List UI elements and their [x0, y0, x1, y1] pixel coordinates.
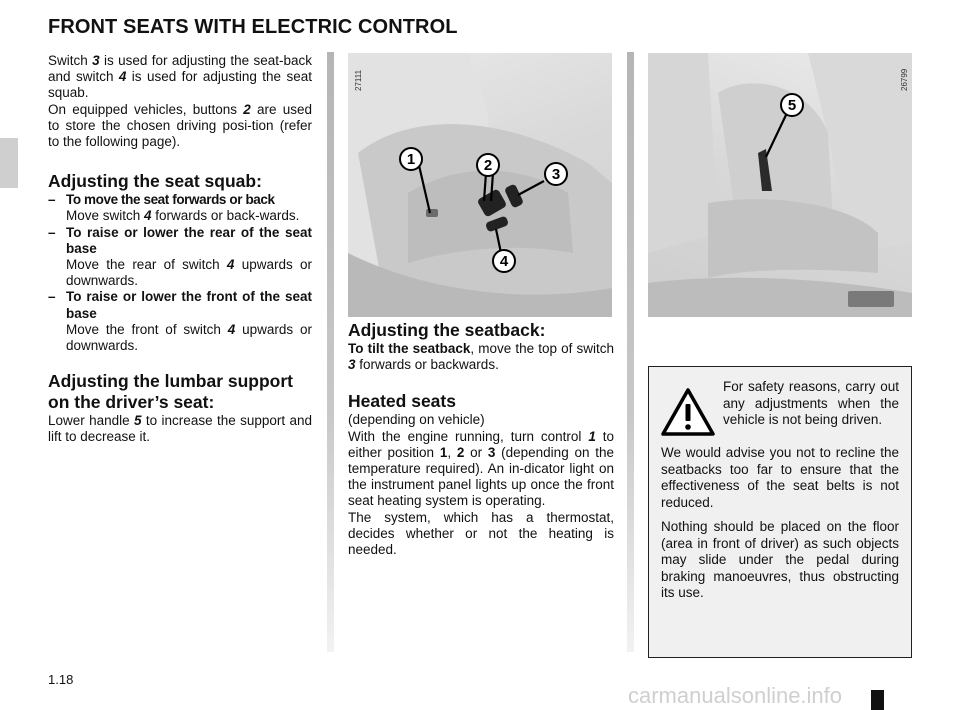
heated-seats-condition: (depending on vehicle)	[348, 412, 485, 428]
list-item: – To raise or lower the front of the seat base Move the front of switch 4 upwards or downwards.	[48, 289, 312, 354]
warning-lead-text: For safety reasons, carry out any adjustments when the vehicle is not being driven.	[723, 379, 899, 427]
svg-text:1: 1	[406, 151, 416, 168]
chapter-tab	[0, 138, 18, 188]
left-column	[48, 53, 312, 446]
warning-triangle-icon	[661, 387, 715, 437]
lumbar-handle-illustration	[648, 53, 912, 317]
seat-controls-photo	[348, 53, 612, 317]
list-item: – To raise or lower the rear of the seat base Move the rear of switch 4 upwards or downwards.	[48, 224, 312, 289]
column-divider	[327, 52, 334, 652]
svg-text:2: 2	[483, 157, 493, 174]
svg-text:5: 5	[787, 97, 797, 114]
page-number: 1.18	[48, 672, 74, 687]
photo-reference: 27111	[354, 69, 363, 91]
lumbar-handle-photo	[648, 53, 912, 317]
heated-seats-paragraph: With the engine running, turn control 1 to either position 1, 2 or 3 (depending on the temperature required). An in-dicator light on the instrument panel lights up once the front seat heating system is operating.	[348, 428, 614, 509]
heated-seats-thermostat: The system, which has a thermostat, decides whether or not the heating is needed.	[348, 509, 614, 558]
intro-paragraph: Switch 3 is used for adjusting the seat-back and switch 4 is used for adjusting the seat squab.	[48, 53, 312, 101]
lumbar-heading: Adjusting the lumbar support on the driver’s seat:	[48, 371, 293, 413]
intro-paragraph-memory: On equipped vehicles, buttons 2 are used to store the chosen driving posi-tion (refer to the following page).	[48, 101, 312, 150]
corner-mark	[871, 690, 884, 710]
watermark: carmanualsonline.info	[628, 683, 843, 708]
middle-column	[348, 320, 614, 558]
seat-controls-illustration	[348, 53, 612, 317]
list-item: – To move the seat forwards or back Move switch 4 forwards or back-wards.	[48, 192, 300, 224]
warning-floor-text: Nothing should be placed on the floor (area in front of driver) as such objects may slide under the pedal during braking manoeuvres, thus obstructing its use.	[661, 519, 899, 600]
seatback-paragraph: To tilt the seatback, move the top of switch 3 forwards or backwards.	[348, 341, 614, 373]
warning-recline-text: We would advise you not to recline the seatbacks too far to ensure that the effectiveness of the seat belts is not reduced.	[661, 445, 899, 510]
squab-heading: Adjusting the seat squab:	[48, 171, 262, 192]
heated-seats-heading: Heated seats	[348, 391, 456, 412]
lumbar-paragraph: Lower handle 5 to increase the support and lift to decrease it.	[48, 413, 313, 445]
column-divider	[627, 52, 634, 652]
page-title: FRONT SEATS WITH ELECTRIC CONTROL	[48, 16, 458, 38]
safety-warning-box	[648, 366, 912, 658]
photo-reference: 26799	[900, 68, 909, 91]
svg-text:3: 3	[551, 166, 561, 183]
svg-text:4: 4	[499, 253, 509, 270]
seatback-heading: Adjusting the seatback:	[348, 320, 546, 340]
